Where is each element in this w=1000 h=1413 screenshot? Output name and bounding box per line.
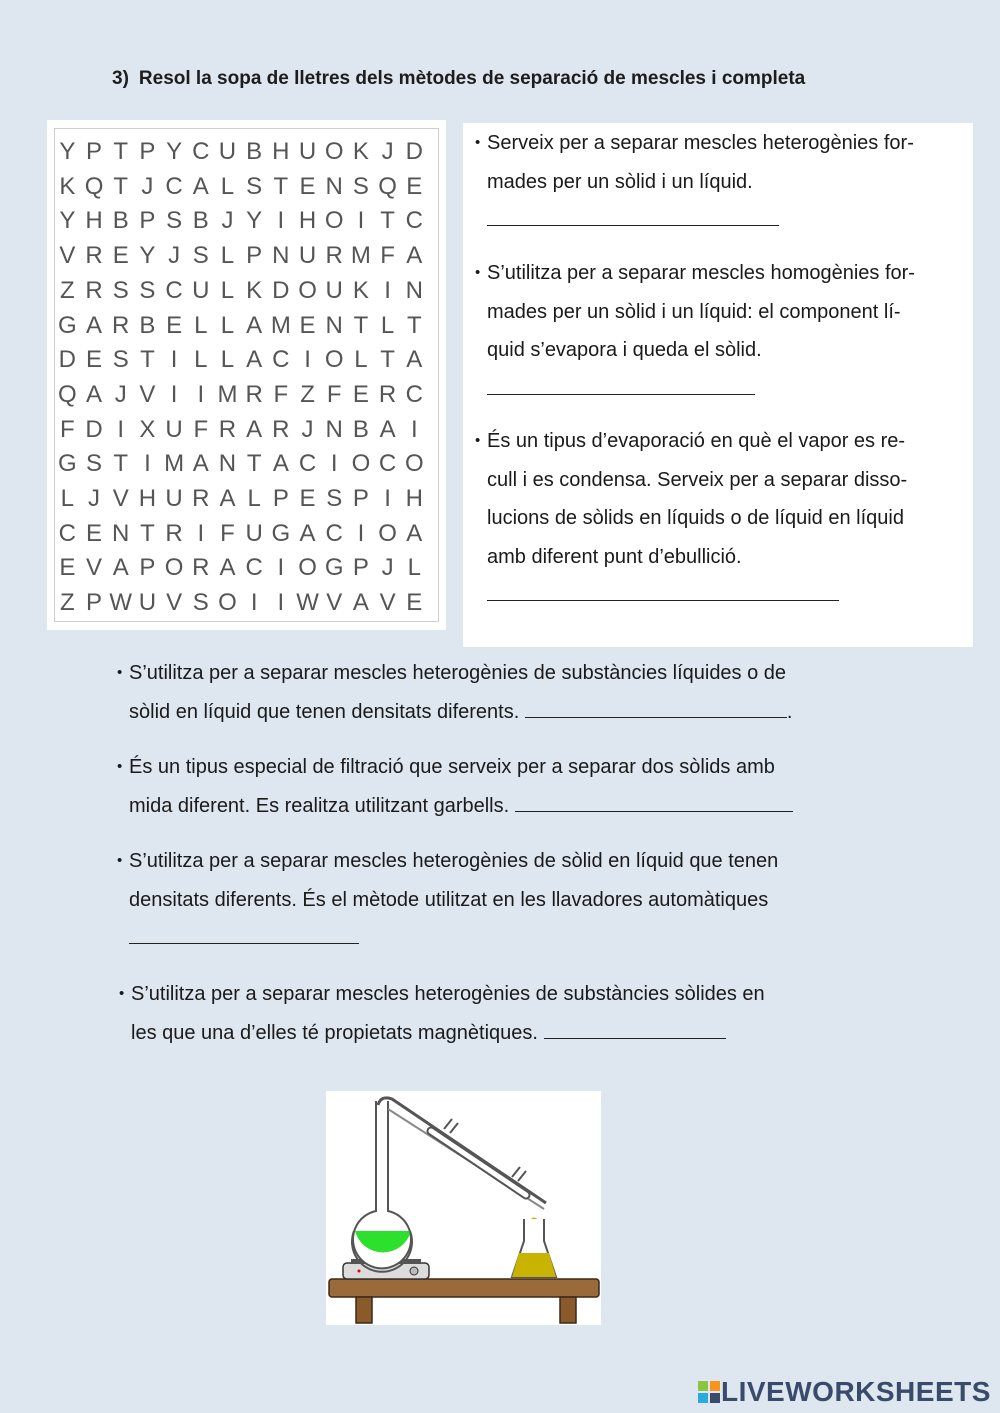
word-search-letter[interactable]: E xyxy=(86,346,103,374)
word-search-letter[interactable]: A xyxy=(379,415,396,443)
word-search-letter[interactable]: D xyxy=(272,276,290,304)
word-search-letter[interactable]: R xyxy=(192,485,210,512)
word-search-letter[interactable]: C xyxy=(192,138,210,165)
word-search-letter[interactable]: U xyxy=(325,276,343,304)
word-search-letter[interactable]: N xyxy=(325,311,343,339)
word-search-letter[interactable]: R xyxy=(245,380,263,408)
word-search-letter[interactable]: F xyxy=(380,242,395,270)
word-search-letter[interactable]: S xyxy=(246,172,263,200)
word-search-letter[interactable]: N xyxy=(112,519,130,547)
word-search-letter[interactable]: C xyxy=(165,276,183,304)
word-search-letter[interactable]: O xyxy=(378,519,397,547)
word-search-letter[interactable]: S xyxy=(112,276,129,304)
word-search-letter[interactable]: Y xyxy=(166,138,183,165)
word-search-row xyxy=(54,170,428,204)
word-search-letter[interactable]: A xyxy=(246,311,263,339)
word-search-letter[interactable]: R xyxy=(272,415,290,443)
word-search-letter[interactable]: Z xyxy=(60,276,75,304)
word-search-letter[interactable]: S xyxy=(166,207,183,235)
word-search-letter[interactable]: G xyxy=(58,450,77,478)
word-search-row xyxy=(54,274,428,308)
word-search-letter[interactable]: J xyxy=(114,380,127,408)
question-text-line: S’utilitza per a separar mescles heterogènies de sòlid en líquid que tenen xyxy=(129,850,779,872)
distillation-illustration xyxy=(326,1091,601,1325)
word-search-letter[interactable]: B xyxy=(139,311,156,339)
word-search-letter[interactable]: E xyxy=(406,172,423,200)
word-search-letter[interactable]: F xyxy=(60,415,75,443)
word-search-letter[interactable]: P xyxy=(86,138,103,165)
bullet-icon: • xyxy=(117,664,123,681)
word-search-letter[interactable]: P xyxy=(86,589,103,617)
exercise-heading xyxy=(112,68,805,90)
word-search-letter[interactable]: D xyxy=(85,415,103,443)
question-text-line: amb diferent punt d’ebullició. xyxy=(487,545,742,568)
question-text-line: cull i es condensa. Serveix per a separar disso- xyxy=(487,468,908,491)
word-search-letter[interactable]: I xyxy=(277,589,285,617)
word-search-letter[interactable]: T xyxy=(113,172,129,200)
word-search-letter[interactable]: B xyxy=(192,207,209,235)
word-search-letter[interactable]: Y xyxy=(246,207,263,235)
word-search-letter[interactable]: C xyxy=(378,450,397,478)
word-search-letter[interactable]: L xyxy=(220,242,235,270)
word-search-letter[interactable]: U xyxy=(298,242,317,270)
word-search-letter[interactable]: A xyxy=(246,415,263,443)
word-search-letter[interactable]: O xyxy=(324,346,344,374)
word-search-letter[interactable]: E xyxy=(166,311,183,339)
word-search-letter[interactable]: R xyxy=(378,380,397,408)
word-search-letter[interactable]: L xyxy=(220,172,235,200)
word-search-letter[interactable]: U xyxy=(245,519,263,547)
word-search-letter[interactable]: R xyxy=(165,519,183,547)
word-search-row xyxy=(54,239,428,273)
word-search-letter[interactable]: B xyxy=(352,415,369,443)
question-text-line: Serveix per a separar mescles heterogènies for- xyxy=(487,132,914,154)
word-search-letter[interactable]: M xyxy=(270,311,291,339)
word-search-letter[interactable]: K xyxy=(59,172,76,200)
word-search-letter[interactable]: A xyxy=(219,485,236,512)
word-search-letter[interactable]: E xyxy=(59,554,76,582)
question-text-line: densitats diferents. És el mètode utilitzat en les llavadores automàtiques xyxy=(129,888,769,911)
question-text-line: S’utilitza per a separar mescles heterogènies de substàncies sòlides en xyxy=(131,983,765,1005)
word-search-letter[interactable]: P xyxy=(139,138,156,165)
word-search-letter[interactable]: G xyxy=(58,311,77,339)
word-search-letter[interactable]: I xyxy=(384,276,391,304)
word-search-letter[interactable]: R xyxy=(85,276,103,304)
word-search-row xyxy=(54,378,428,412)
question-text-line: És un tipus especial de filtració que serveix per a separar dos sòlids amb xyxy=(129,756,775,778)
word-search-letter[interactable]: A xyxy=(86,311,103,339)
word-search-row xyxy=(54,204,428,238)
word-search-letter[interactable]: M xyxy=(164,450,185,478)
word-search-letter[interactable]: B xyxy=(112,207,129,235)
word-search-letter[interactable]: N xyxy=(325,415,343,443)
word-search-letter[interactable]: I xyxy=(170,380,178,408)
word-search-letter[interactable]: A xyxy=(406,242,423,270)
word-search-row xyxy=(54,135,428,169)
word-search-letter[interactable]: Z xyxy=(300,380,315,408)
word-search-letter[interactable]: L xyxy=(220,311,235,339)
word-search-letter[interactable]: A xyxy=(352,589,369,617)
word-search-letter[interactable]: J xyxy=(221,207,234,235)
word-search-letter[interactable]: O xyxy=(324,138,344,165)
word-search-letter[interactable]: L xyxy=(194,311,208,339)
word-search-letter[interactable]: N xyxy=(218,450,237,478)
word-search-letter[interactable]: T xyxy=(246,450,262,478)
word-search-letter[interactable]: C xyxy=(405,380,423,408)
word-search-letter[interactable]: F xyxy=(326,380,342,408)
word-search-letter[interactable]: N xyxy=(325,172,343,200)
word-search-letter[interactable]: Z xyxy=(60,589,75,617)
word-search-row xyxy=(54,551,428,585)
answer-blank-1[interactable] xyxy=(487,224,779,226)
question-suffix: . xyxy=(786,700,793,723)
word-search-letter[interactable]: V xyxy=(139,380,156,408)
word-search-letter[interactable]: M xyxy=(217,380,238,408)
word-search-letter[interactable]: P xyxy=(139,554,156,582)
exercise-title: Resol la sopa de lletres dels mètodes de separació de mescles i completa xyxy=(138,68,806,89)
word-search-letter[interactable]: V xyxy=(112,485,129,512)
word-search-letter[interactable]: T xyxy=(140,346,155,374)
word-search-letter[interactable]: A xyxy=(406,519,423,547)
word-search-letter[interactable]: K xyxy=(352,138,369,165)
answer-blank-5[interactable] xyxy=(515,810,793,812)
word-search-letter[interactable]: O xyxy=(298,554,317,582)
liveworksheets-logo xyxy=(697,1372,991,1412)
word-search-letter[interactable]: N xyxy=(272,242,290,270)
word-search-letter[interactable]: E xyxy=(352,380,369,408)
brand-name: LIVEWORKSHEETS xyxy=(721,1376,991,1407)
word-search-letter[interactable]: R xyxy=(325,242,343,270)
word-search-row xyxy=(54,413,428,447)
word-search-letter[interactable]: J xyxy=(301,415,314,443)
word-search-letter[interactable]: P xyxy=(139,207,156,235)
question-text-line: quid s’evapora i queda el sòlid. xyxy=(487,339,762,361)
word-search-letter[interactable]: B xyxy=(246,138,263,165)
word-search-letter[interactable]: A xyxy=(272,450,289,478)
word-search-letter[interactable]: Q xyxy=(84,172,104,200)
word-search-letter[interactable]: S xyxy=(192,589,209,617)
bullet-icon: • xyxy=(475,432,481,449)
word-search-letter[interactable]: O xyxy=(324,207,344,235)
distillation-apparatus-icon xyxy=(326,1091,601,1325)
word-search-letter[interactable]: R xyxy=(218,415,237,443)
word-search xyxy=(47,120,446,630)
question-text-line: És un tipus d’evaporació en què el vapor es re- xyxy=(487,430,906,452)
answer-blank-3[interactable] xyxy=(487,599,839,601)
word-search-letter[interactable]: U xyxy=(298,138,317,165)
word-search-letter[interactable]: T xyxy=(353,311,369,339)
word-search-letter[interactable]: L xyxy=(60,485,75,512)
word-search-letter[interactable]: O xyxy=(218,589,237,617)
word-search-letter[interactable]: U xyxy=(165,485,183,512)
bottom-question-2 xyxy=(117,748,793,825)
word-search-letter[interactable]: W xyxy=(296,589,319,617)
question-text-line: S’utilitza per a separar mescles homogènies for- xyxy=(487,262,915,284)
word-search-letter[interactable]: Y xyxy=(59,138,76,165)
bottom-question-1 xyxy=(117,654,792,731)
word-search-row xyxy=(54,482,428,516)
word-search-letter[interactable]: I xyxy=(330,450,338,478)
word-search-letter[interactable]: L xyxy=(380,311,395,339)
word-search-letter[interactable]: V xyxy=(86,554,103,582)
word-search-letter[interactable]: O xyxy=(164,554,184,582)
bottom-question-3 xyxy=(117,842,778,958)
word-search-letter[interactable]: C xyxy=(165,172,183,200)
panel-question-1 xyxy=(475,124,914,240)
question-text-line: sòlid en líquid que tenen densitats diferents. xyxy=(129,700,520,723)
exercise-number: 3) xyxy=(112,68,129,89)
word-search-letter[interactable]: C xyxy=(58,519,77,547)
word-search-letter[interactable]: I xyxy=(117,415,125,443)
word-search-letter[interactable]: I xyxy=(304,346,311,374)
word-search-letter[interactable]: L xyxy=(354,346,368,374)
word-search-letter[interactable]: T xyxy=(140,519,155,547)
word-search-letter[interactable]: X xyxy=(139,415,156,443)
word-search-letter[interactable]: I xyxy=(357,519,365,547)
word-search-letter[interactable]: F xyxy=(193,415,209,443)
panel-question-2 xyxy=(475,254,915,408)
word-search-letter[interactable]: I xyxy=(277,207,285,235)
word-search-letter[interactable]: A xyxy=(219,554,236,582)
word-search-letter[interactable]: L xyxy=(220,346,235,374)
word-search-letter[interactable]: H xyxy=(272,138,290,165)
question-text-line: S’utilitza per a separar mescles heterogènies de substàncies líquides o de xyxy=(129,662,787,684)
word-search-letter[interactable]: C xyxy=(405,207,423,235)
word-search-letter[interactable]: F xyxy=(273,380,289,408)
word-search-letter[interactable]: A xyxy=(406,346,423,374)
word-search-letter[interactable]: R xyxy=(112,311,130,339)
word-search-letter[interactable]: K xyxy=(246,276,263,304)
word-search-letter[interactable]: Q xyxy=(58,380,77,408)
word-search-letter[interactable]: I xyxy=(277,554,285,582)
word-search-letter[interactable]: U xyxy=(218,138,237,165)
word-search-letter[interactable]: L xyxy=(194,346,208,374)
word-search-letter[interactable]: L xyxy=(247,485,261,512)
word-search-letter[interactable]: M xyxy=(350,242,371,270)
word-search-letter[interactable]: L xyxy=(220,276,235,304)
word-search-letter[interactable]: U xyxy=(192,276,210,304)
answer-blank-6[interactable] xyxy=(129,942,359,944)
word-search-letter[interactable]: U xyxy=(165,415,183,443)
word-search-letter[interactable]: H xyxy=(85,207,103,235)
word-search-letter[interactable]: Q xyxy=(378,172,397,200)
word-search-letter[interactable]: D xyxy=(58,346,77,374)
word-search-letter[interactable]: P xyxy=(352,554,369,582)
word-search-letter[interactable]: P xyxy=(352,485,369,512)
word-search-letter[interactable]: A xyxy=(299,519,316,547)
word-search-letter[interactable]: R xyxy=(85,242,103,270)
word-search-letter[interactable]: G xyxy=(271,519,291,547)
bullet-icon: • xyxy=(475,134,481,151)
word-search-letter[interactable]: I xyxy=(250,589,258,617)
word-search-letter[interactable]: T xyxy=(113,138,129,165)
word-search-letter[interactable]: Y xyxy=(59,207,76,235)
word-search-letter[interactable]: V xyxy=(166,589,183,617)
bullet-icon: • xyxy=(475,264,481,281)
word-search-letter[interactable]: I xyxy=(410,415,418,443)
word-search-letter[interactable]: P xyxy=(246,242,263,270)
word-search-row xyxy=(54,517,428,551)
word-search-letter[interactable]: S xyxy=(139,276,156,304)
word-search-letter[interactable]: C xyxy=(272,346,290,374)
word-search-letter[interactable]: N xyxy=(405,276,423,304)
word-search-letter[interactable]: T xyxy=(380,346,395,374)
word-search-letter[interactable]: E xyxy=(299,172,316,200)
word-search-letter[interactable]: W xyxy=(109,589,133,617)
question-text-line: mida diferent. Es realitza utilitzant garbells. xyxy=(129,794,510,817)
word-search-letter[interactable]: K xyxy=(352,276,369,304)
answer-blank-4[interactable] xyxy=(525,716,787,718)
word-search-letter[interactable]: O xyxy=(404,450,424,478)
question-text-line: mades per un sòlid i un líquid: el component lí- xyxy=(487,300,901,323)
word-search-row xyxy=(54,447,428,481)
word-search-letter[interactable]: V xyxy=(379,589,396,617)
word-search-letter[interactable]: O xyxy=(298,276,317,304)
question-text-line: les que una d’elles té propietats magnètiques. xyxy=(131,1021,538,1044)
word-search-letter[interactable]: E xyxy=(299,485,316,512)
word-search-letter[interactable]: D xyxy=(405,138,423,165)
word-search-letter[interactable]: J xyxy=(88,485,101,512)
word-search-letter[interactable]: I xyxy=(170,346,178,374)
word-search-letter[interactable]: I xyxy=(384,485,391,512)
bullet-icon: • xyxy=(119,985,125,1002)
word-search-letter[interactable]: E xyxy=(86,519,103,547)
word-search-letter[interactable]: G xyxy=(324,554,344,582)
word-search-letter[interactable]: R xyxy=(192,554,210,582)
answer-blank-7[interactable] xyxy=(544,1037,726,1039)
answer-blank-2[interactable] xyxy=(487,393,755,395)
word-search-letter[interactable]: J xyxy=(381,554,394,582)
word-search-letter[interactable]: I xyxy=(197,380,205,408)
word-search-letter[interactable]: J xyxy=(381,138,394,165)
word-search-letter[interactable]: S xyxy=(192,242,209,270)
word-search-letter[interactable]: I xyxy=(144,450,151,478)
word-search-letter[interactable]: V xyxy=(59,242,76,270)
word-search-letter[interactable]: C xyxy=(298,450,317,478)
word-search-letter[interactable]: C xyxy=(325,519,343,547)
word-search-letter[interactable]: Y xyxy=(139,242,156,270)
word-search-letter[interactable]: E xyxy=(112,242,129,270)
word-search-letter[interactable]: T xyxy=(113,450,129,478)
word-search-letter[interactable]: H xyxy=(298,207,317,235)
question-text-line: lucions de sòlids en líquids o de líquid en líquid xyxy=(487,507,904,529)
word-search-letter[interactable]: P xyxy=(272,485,289,512)
word-search-letter[interactable]: J xyxy=(141,172,154,200)
word-search-letter[interactable]: H xyxy=(138,485,157,512)
word-search-letter[interactable]: V xyxy=(326,589,343,617)
bullet-icon: • xyxy=(117,758,123,775)
question-text-line: mades per un sòlid i un líquid. xyxy=(487,170,753,193)
word-search-letter[interactable]: I xyxy=(357,207,365,235)
word-search-letter[interactable]: A xyxy=(112,554,129,582)
word-search-letter[interactable]: U xyxy=(138,589,157,617)
word-search-letter[interactable]: J xyxy=(168,242,181,270)
word-search-row xyxy=(54,586,428,620)
word-search-letter[interactable]: E xyxy=(299,311,316,339)
word-search-row xyxy=(54,343,428,377)
word-search-letter[interactable]: E xyxy=(406,589,423,617)
word-search-letter[interactable]: C xyxy=(245,554,263,582)
word-search-letter[interactable]: T xyxy=(380,207,395,235)
word-search-letter[interactable]: F xyxy=(220,519,235,547)
word-search-letter[interactable]: A xyxy=(86,380,103,408)
word-search-letter[interactable]: A xyxy=(246,346,263,374)
word-search-letter[interactable]: L xyxy=(407,554,421,582)
bullet-icon: • xyxy=(117,852,123,869)
panel-question-3 xyxy=(475,422,907,615)
word-search-letter[interactable]: H xyxy=(405,485,423,512)
word-search-letter[interactable]: S xyxy=(326,485,343,512)
brand-logo-icon xyxy=(697,1379,721,1405)
word-search-letter[interactable]: T xyxy=(406,311,422,339)
word-search-letter[interactable]: I xyxy=(197,519,205,547)
word-search-letter[interactable]: T xyxy=(273,172,289,200)
bottom-question-4 xyxy=(119,975,765,1052)
word-search-letter[interactable]: O xyxy=(351,450,371,478)
word-search-letter[interactable]: A xyxy=(192,450,209,478)
word-search-letter[interactable]: S xyxy=(86,450,103,478)
word-search-letter[interactable]: S xyxy=(352,172,369,200)
word-search-letter[interactable]: A xyxy=(192,172,209,200)
word-search-row xyxy=(54,309,428,343)
word-search-letter[interactable]: S xyxy=(112,346,129,374)
